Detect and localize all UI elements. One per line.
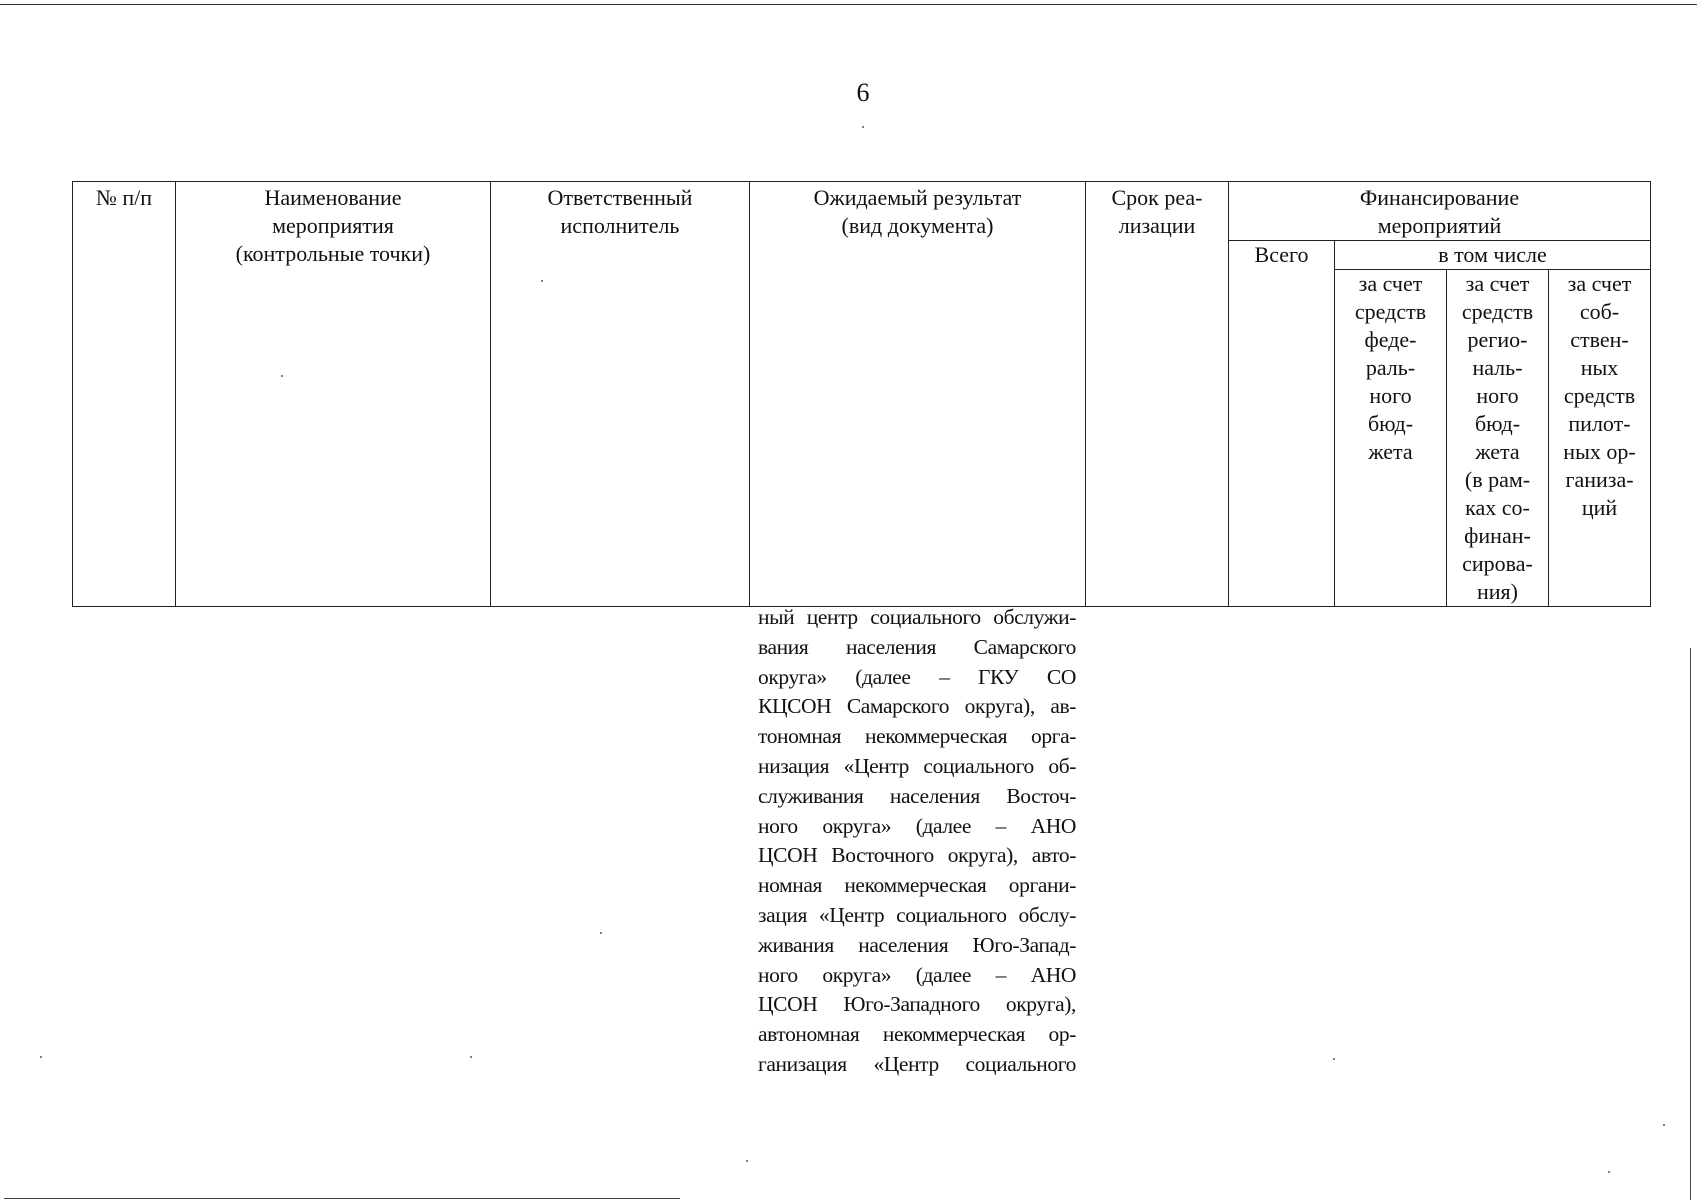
text-line: номная некоммерческая органи- [758,873,1076,898]
header-regional-line: ках со- [1465,495,1530,520]
header-total-label: Всего [1254,242,1309,267]
text-line: вания населения Самарского [758,634,1076,659]
header-federal-line: за счет [1358,271,1423,296]
header-name-line: мероприятия [272,213,394,238]
bottom-scan-border [4,1198,680,1199]
header-federal-line: раль- [1365,355,1416,380]
header-own-line: ций [1581,495,1618,520]
scan-speck [862,126,864,128]
text-line: низация «Центр социального об- [758,753,1076,778]
text-line: округа» (далее – ГКУ СО [758,664,1076,689]
header-own-line: ганиза- [1565,467,1634,492]
header-regional-line: финан- [1464,523,1531,548]
header-cell-term [1086,182,1229,607]
scan-speck [541,280,543,282]
header-term-line: лизации [1118,213,1196,238]
scan-speck [40,1056,42,1058]
header-cell-regional-budget [1447,270,1549,607]
header-cell-executor [491,182,750,607]
scan-speck [1333,1058,1335,1060]
header-executor-line: исполнитель [560,213,680,238]
header-regional-line: за счет [1465,271,1530,296]
header-federal-line: бюд- [1367,411,1414,436]
header-cell-including [1335,241,1651,270]
text-line: КЦСОН Самарского округа), ав- [758,694,1076,719]
header-regional-line: (в рам- [1464,467,1531,492]
text-line: ного округа» (далее – АНО [758,813,1076,838]
right-scan-border [1690,648,1691,1200]
text-line: служивания населения Восточ- [758,783,1076,808]
header-regional-line: жета [1475,439,1520,464]
header-regional-line: ния) [1477,579,1518,604]
text-line: тономная некоммерческая орга- [758,724,1076,749]
header-regional-line: ного [1476,383,1519,408]
text-line: живания населения Юго-Запад- [758,932,1076,957]
header-federal-line: ного [1369,383,1412,408]
header-own-line: за счет [1567,271,1632,296]
header-name-line: Наименование [264,185,402,210]
header-own-line: ных ор- [1563,439,1636,464]
header-cell-financing [1229,182,1651,241]
header-regional-line: наль- [1472,355,1523,380]
text-line: автономная некоммерческая ор- [758,1022,1076,1047]
header-result-line: (вид документа) [841,213,994,238]
header-number-label: № п/п [95,185,153,210]
scan-speck [1663,1124,1665,1126]
scan-speck [470,1056,472,1058]
text-line: ЦСОН Восточного округа), авто- [758,843,1076,868]
text-line: ЦСОН Юго-Западного округа), [758,992,1076,1017]
scan-speck [746,1160,748,1162]
header-regional-line: сирова- [1462,551,1533,576]
header-own-line: пилот- [1568,411,1631,436]
header-result-line: Ожидаемый результат [813,185,1022,210]
header-cell-total [1229,241,1335,607]
header-regional-line: регио- [1467,327,1528,352]
page-number: 6 [856,78,870,107]
scan-speck [600,932,602,934]
header-cell-name [176,182,491,607]
header-federal-line: средств [1354,299,1427,324]
header-own-line: соб- [1579,299,1620,324]
header-federal-line: феде- [1364,327,1417,352]
header-executor-line: Ответственный [547,185,693,210]
header-federal-line: жета [1368,439,1413,464]
header-financing-line: Финансирование [1359,185,1520,210]
header-cell-result [750,182,1086,607]
header-financing-line: мероприятий [1377,213,1502,238]
scan-speck [281,375,283,377]
top-scan-border [0,4,1697,5]
header-term-line: Срок реа- [1111,185,1203,210]
header-cell-federal-budget [1335,270,1447,607]
header-cell-number [73,182,176,607]
header-regional-line: бюд- [1474,411,1521,436]
header-including-label: в том числе [1438,242,1547,267]
header-regional-line: средств [1461,299,1534,324]
header-table [72,181,1651,607]
header-own-line: средств [1563,383,1636,408]
text-line: ного округа» (далее – АНО [758,962,1076,987]
continuation-text-block [758,603,1076,1080]
text-line: зация «Центр социального обслу- [758,902,1076,927]
header-own-line: ствен- [1570,327,1629,352]
header-own-line: ных [1580,355,1619,380]
scan-speck [1608,1171,1610,1173]
text-line: ганизация «Центр социального [758,1051,1076,1076]
text-line: ный центр социального обслужи- [758,605,1076,629]
header-cell-own-funds [1549,270,1651,607]
header-name-line: (контрольные точки) [235,241,431,266]
